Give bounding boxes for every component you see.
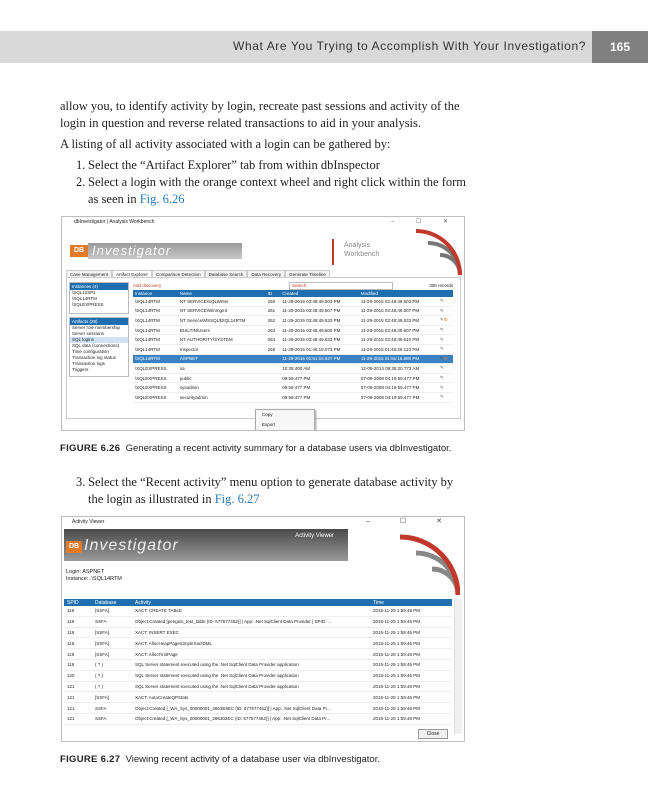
window-title: dbInvestigator | Analysis Workbench: [74, 219, 155, 225]
cell-modified: 12-09-2014 09:35:20.773 AM: [359, 364, 438, 374]
figure-627-screenshot: [61, 516, 465, 742]
cell-name: ASPNET: [178, 354, 266, 364]
cell-time: 2015-11-29 1:59:46 PM: [370, 649, 452, 660]
intro-paragraph: allow you, to identify activity by login, recreate past sessions and activity of the login in question and reverse related transactions to aid in your analysis.: [60, 99, 460, 130]
cell-modified: 11-29-2015 03:48:49.610 PM: [359, 335, 438, 345]
cell-spid: 119: [64, 638, 92, 649]
cell-instance: \SQLEXPRESS: [133, 373, 178, 383]
investigator-logo: Investigator: [84, 537, 179, 554]
table-row[interactable]: [64, 606, 452, 616]
cell-id: 261: [266, 306, 281, 316]
activity-table: [64, 599, 452, 725]
steps-list-a: [60, 157, 468, 208]
artifact-item[interactable]: Time configuration: [72, 349, 109, 354]
cell-id: 260: [266, 297, 281, 306]
context-wheel-icon: ⚙: [443, 317, 448, 323]
cell-db: SSFA: [92, 616, 132, 627]
instance-item[interactable]: \SQLEXPRESS: [72, 302, 104, 307]
table-row[interactable]: [133, 354, 453, 364]
db-logo: DB: [70, 245, 88, 257]
table-row[interactable]: [133, 392, 453, 402]
cell-time: 2015-11-29 1:59:46 PM: [370, 606, 452, 616]
cell-created: 11-29-2015 03:48:49.533 PM: [280, 316, 359, 326]
cell-instance: \SQL14RTM: [133, 316, 178, 326]
cell-id: [266, 383, 281, 393]
context-wheel-icon: ⚙: [443, 355, 448, 361]
cell-activity: XACT: AllocFirstPage: [132, 649, 370, 660]
cell-created: 10:35:400 AM: [280, 364, 359, 374]
cell-spid: 121: [64, 681, 92, 692]
table-row[interactable]: [64, 659, 452, 670]
cell-db: [SSFA]: [92, 649, 132, 660]
investigator-logo: Investigator: [88, 243, 242, 259]
cell-modified: 07-09-2008 04:19:59.477 PM: [359, 373, 438, 383]
table-row[interactable]: [133, 344, 453, 354]
signal-arcs-icon: [380, 527, 460, 597]
table-row[interactable]: [133, 335, 453, 345]
cell-time: 2015-11-29 1:59:46 PM: [370, 670, 452, 681]
activity-banner: [64, 529, 348, 561]
cell-instance: \SQL14RTM: [133, 335, 178, 345]
cell-time: 2015-11-29 1:59:46 PM: [370, 659, 452, 670]
cell-db: SSFA: [92, 713, 132, 724]
cell-id: 263: [266, 325, 281, 335]
cell-id: 264: [266, 335, 281, 345]
instance-item[interactable]: \SQL14RTM: [72, 296, 97, 301]
cell-instance: \SQL14RTM: [133, 354, 178, 364]
cell-spid: 121: [64, 703, 92, 714]
cell-id: [266, 354, 281, 364]
figure-626-screenshot: [61, 216, 465, 431]
table-row[interactable]: [133, 297, 453, 306]
step-2: 2. Select a login with the orange context wheel and right click within the form as seen in Fig. 6.26: [76, 175, 467, 206]
cell-modified: 11-29-2015 01:51:15.680 PM: [359, 354, 438, 364]
table-row[interactable]: [133, 316, 453, 326]
logo-band: [62, 227, 464, 271]
instance-item[interactable]: \SQL12SP1: [72, 290, 96, 295]
cell-name: NT SERVICE\SQLWriter: [178, 297, 266, 306]
table-row[interactable]: [133, 306, 453, 316]
artifact-item[interactable]: Transaction logs: [72, 361, 105, 366]
cell-instance: \SQLEXPRESS: [133, 364, 178, 374]
login-line: Login: ASPNET: [66, 569, 105, 575]
table-row[interactable]: [64, 627, 452, 638]
table-row[interactable]: [133, 383, 453, 393]
vertical-scrollbar[interactable]: [454, 599, 462, 734]
window-titlebar: [62, 517, 464, 527]
col-modified[interactable]: Modified: [359, 290, 438, 297]
cell-id: [266, 364, 281, 374]
cell-modified: 07-09-2008 04:19:59.477 PM: [359, 392, 438, 402]
cell-spid: 120: [64, 670, 92, 681]
cell-created: 09:59:477 PM: [280, 373, 359, 383]
cell-instance: \SQL14RTM: [133, 344, 178, 354]
cell-name: BUILTIN\Users: [178, 325, 266, 335]
steps-list-b: [60, 474, 468, 508]
edit-icon[interactable]: ✎: [438, 325, 453, 335]
context-menu-item[interactable]: Copy: [262, 412, 273, 417]
table-row[interactable]: [64, 649, 452, 660]
listing-intro: A listing of all activity associated with a login can be gathered by:: [60, 137, 391, 151]
cell-activity: Object:Created [_WA_Sys_00000001_2863E8EC (ID: 677577452)] | App: .Net SqlClient Data Pr...: [132, 703, 370, 714]
chapter-section-title: What Are You Trying to Accomplish With Your Investigation?: [233, 39, 586, 53]
cell-db: ( ? ): [92, 681, 132, 692]
cell-name: sysadmin: [178, 383, 266, 393]
artifact-item[interactable]: Triggers: [72, 367, 89, 372]
col-actions: [438, 290, 453, 297]
db-logo: DB: [66, 541, 82, 553]
cell-id: [266, 373, 281, 383]
cell-name: NT SERVICE\Winmgmt: [178, 306, 266, 316]
workbench-label: Analysis Workbench: [344, 242, 380, 258]
edit-icon[interactable]: ✎: [438, 306, 453, 316]
cell-spid: 119: [64, 616, 92, 627]
artifact-item[interactable]: SQL logins: [70, 337, 128, 343]
table-row[interactable]: [64, 616, 452, 627]
cell-created: 11-29-2015 03:48:49.507 PM: [280, 306, 359, 316]
cell-spid: 119: [64, 659, 92, 670]
cell-activity: SQL Server statement executed using the .Net SqlClient Data Provider application: [132, 670, 370, 681]
edit-icon[interactable]: ✎: [438, 373, 453, 383]
table-row[interactable]: [64, 713, 452, 724]
cell-time: 2015-11-29 1:59:46 PM: [370, 627, 452, 638]
cell-time: 2015-11-29 1:59:46 PM: [370, 703, 452, 714]
cell-db: SSFA: [92, 703, 132, 714]
col-name[interactable]: Name: [178, 290, 266, 297]
cell-modified: 07-09-2008 04:19:59.477 PM: [359, 383, 438, 393]
cell-name: sa: [178, 364, 266, 374]
cell-instance: \SQLEXPRESS: [133, 383, 178, 393]
edit-icon[interactable]: ✎⚙: [438, 354, 453, 364]
cell-spid: 121: [64, 692, 92, 703]
col-activity[interactable]: Activity: [132, 599, 370, 606]
cell-spid: 119: [64, 627, 92, 638]
artifact-item[interactable]: Transaction log status: [72, 355, 116, 360]
col-spid[interactable]: SPID: [64, 599, 92, 606]
cell-id: 265: [266, 344, 281, 354]
add-discovery-link[interactable]: Add discovery: [133, 283, 162, 288]
window-controls[interactable]: – ☐ ✕: [390, 219, 458, 225]
banner-label: Activity Viewer: [295, 533, 334, 539]
cell-instance: \SQLEXPRESS: [133, 392, 178, 402]
cell-activity: Object:Created [_WA_Sys_00000001_286302EC (ID: 677577452)] | App: .Net SqlClient Data Pr...: [132, 713, 370, 724]
instances-box: [69, 282, 129, 314]
cell-time: 2015-11-29 1:59:46 PM: [370, 713, 452, 724]
cell-instance: \SQL14RTM: [133, 306, 178, 316]
cell-activity: XACT: CREATE TABLE: [132, 606, 370, 616]
cell-time: 2015-11-29 1:59:46 PM: [370, 616, 452, 627]
cell-modified: 11-29-2015 03:48:49.607 PM: [359, 325, 438, 335]
window-title: Activity Viewer: [72, 519, 105, 525]
page-number: 165: [592, 31, 648, 63]
figure-627-caption: FIGURE 6.27 Viewing recent activity of a database user via dbInvestigator.: [60, 754, 380, 765]
table-row[interactable]: [64, 681, 452, 692]
search-input[interactable]: Search: [289, 282, 393, 290]
cell-created: 09:59:477 PM: [280, 392, 359, 402]
running-header: [0, 31, 648, 63]
cell-activity: XACT: INSERT EXEC: [132, 627, 370, 638]
cell-spid: 119: [64, 649, 92, 660]
fig-626-link[interactable]: Fig. 6.26: [139, 192, 185, 206]
cell-created: 09:59:477 PM: [280, 383, 359, 393]
context-menu: [255, 409, 315, 431]
cell-created: 11-29-2015 01:51:15.627 PM: [280, 354, 359, 364]
edit-icon[interactable]: ✎: [438, 335, 453, 345]
artifact-item[interactable]: Server sessions: [72, 331, 105, 336]
divider: [332, 239, 334, 265]
cell-created: 11-29-2015 03:48:49.503 PM: [280, 297, 359, 306]
cell-id: [266, 392, 281, 402]
cell-activity: XACT: AutoCreateQPStats: [132, 692, 370, 703]
cell-time: 2015-11-29 1:59:46 PM: [370, 692, 452, 703]
cell-modified: 11-29-2015 03:48:49.533 PM: [359, 316, 438, 326]
cell-name: Inspector: [178, 344, 266, 354]
close-button[interactable]: Close: [418, 729, 448, 739]
cell-name: public: [178, 373, 266, 383]
artifacts-box: [69, 317, 129, 377]
tab-data-recovery[interactable]: Data Recovery: [247, 270, 285, 278]
step-1: 1. Select the “Artifact Explorer” tab from within dbInspector: [76, 158, 380, 172]
artifact-explorer-pane: [66, 277, 461, 427]
cell-name: securityadmin: [178, 392, 266, 402]
grid-toolbar: [133, 282, 453, 290]
cell-activity: Object:Created [pengsin_test_table (ID: 677577452)] | App: .Net SqlClient Data Provider | SPID: ...: [132, 616, 370, 627]
tab-case-management[interactable]: Case Management: [66, 270, 112, 278]
edit-icon[interactable]: ✎: [438, 344, 453, 354]
cell-time: 2015-11-29 1:59:46 PM: [370, 681, 452, 692]
cell-created: 11-29-2015 03:48:49.633 PM: [280, 335, 359, 345]
table-row[interactable]: [64, 692, 452, 703]
window-controls[interactable]: – ☐ ✕: [366, 518, 456, 525]
cell-activity: SQL Server statement executed using the .Net SqlClient Data Provider application: [132, 659, 370, 670]
col-id[interactable]: ID: [266, 290, 281, 297]
instance-line: Instance: .\SQL14RTM: [66, 576, 122, 582]
cell-activity: SQL Server statement executed using the .Net SqlClient Data Provider application: [132, 681, 370, 692]
fig-627-link[interactable]: Fig. 6.27: [214, 492, 260, 506]
edit-icon[interactable]: ✎: [438, 297, 453, 306]
cell-name: NT Service\MSSQL$SQL14RTM: [178, 316, 266, 326]
cell-created: 11-29-2015 03:48:49.600 PM: [280, 325, 359, 335]
cell-db: [SSFA]: [92, 692, 132, 703]
cell-spid: 119: [64, 606, 92, 616]
logins-table: [133, 290, 453, 403]
cell-created: 11-29-2015 01:46:19.073 PM: [280, 344, 359, 354]
cell-time: 2015-11-29 1:59:46 PM: [370, 638, 452, 649]
edit-icon[interactable]: ✎: [438, 383, 453, 393]
cell-modified: 11-29-2015 03:48:49.507 PM: [359, 306, 438, 316]
cell-spid: 121: [64, 713, 92, 724]
artifact-item[interactable]: Server role membership: [72, 325, 121, 330]
tab-generate-timeline[interactable]: Generate Timeline: [285, 270, 330, 278]
table-row[interactable]: [64, 703, 452, 714]
table-row[interactable]: [64, 670, 452, 681]
cell-id: 262: [266, 316, 281, 326]
context-menu-item[interactable]: [256, 429, 314, 431]
tab-database-search[interactable]: Database Search: [205, 270, 248, 278]
cell-modified: 11-29-2015 03:48:49.503 PM: [359, 297, 438, 306]
cell-activity: XACT: AllocHeapPageSimpleXactDML: [132, 638, 370, 649]
step-3: 3. Select the “Recent activity” menu option to generate database activity by the login as illustrated in Fig. 6.27: [76, 475, 454, 506]
login-info: [66, 569, 122, 583]
table-row[interactable]: [64, 638, 452, 649]
cell-instance: \SQL14RTM: [133, 297, 178, 306]
table-row[interactable]: [133, 373, 453, 383]
record-count: 308 records: [429, 283, 453, 288]
table-row[interactable]: [133, 364, 453, 374]
cell-instance: \SQL14RTM: [133, 325, 178, 335]
signal-arcs-icon: [402, 227, 462, 277]
cell-db: ( ? ): [92, 670, 132, 681]
edit-icon[interactable]: ✎: [438, 364, 453, 374]
artifact-item[interactable]: SQL data (connections): [72, 343, 120, 348]
col-instance[interactable]: Instance: [133, 290, 178, 297]
col-time[interactable]: Time: [370, 599, 452, 606]
tab-comparison-detection[interactable]: Comparison Detection: [152, 270, 205, 278]
edit-icon[interactable]: ✎: [438, 392, 453, 402]
table-row[interactable]: [133, 325, 453, 335]
context-menu-item[interactable]: Export: [262, 421, 276, 427]
col-created[interactable]: Created: [280, 290, 359, 297]
tab-artifact-explorer[interactable]: Artifact Explorer: [112, 270, 152, 278]
edit-icon[interactable]: ✎⚙: [438, 316, 453, 326]
cell-name: NT AUTHORITY\SYSTEM: [178, 335, 266, 345]
cell-db: [SSFA]: [92, 638, 132, 649]
left-panel: [69, 282, 129, 377]
cell-db: [SSFA]: [92, 627, 132, 638]
cell-db: [SSFA]: [92, 606, 132, 616]
cell-db: ( ? ): [92, 659, 132, 670]
artifacts-header: Artifacts (28): [70, 318, 128, 325]
instances-header: Instances (4): [70, 283, 128, 290]
results-grid: [133, 282, 453, 403]
figure-626-caption: FIGURE 6.26 Generating a recent activity summary for a database users via dbInvestigator.: [60, 443, 452, 454]
cell-modified: 11-29-2015 01:46:26.123 PM: [359, 344, 438, 354]
window-titlebar: [62, 217, 464, 227]
col-database[interactable]: Database: [92, 599, 132, 606]
